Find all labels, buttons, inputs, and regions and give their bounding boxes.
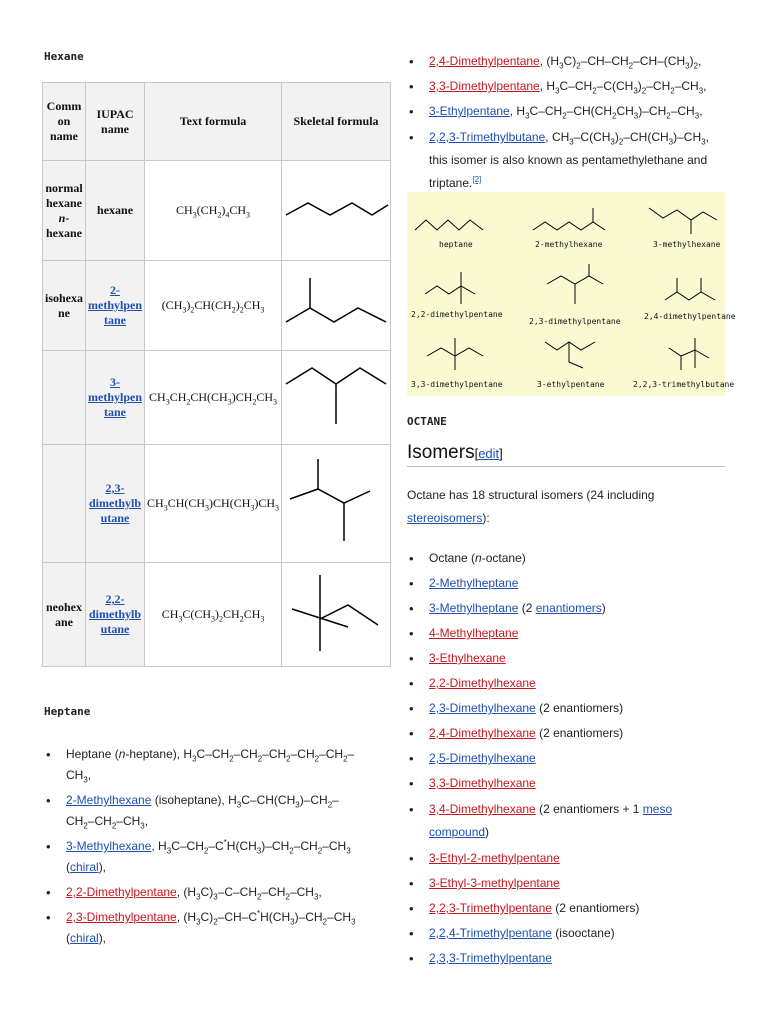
table-row [43,161,391,261]
structure-label: 3-ethylpentane [537,380,605,389]
list-item [405,573,735,594]
skeletal-2-3-dimethylbutane [282,445,391,563]
list-item: • 3-Methylheptane (2 enantiomers) [405,598,735,619]
table-row [43,563,391,667]
octane-isomer-link[interactable]: 4-Methylheptane [429,626,519,640]
structure-label: 2,2,3-trimethylbutane [633,380,735,389]
heptane-isomer-link[interactable]: 2,3-Dimethylpentane [66,910,177,924]
list-item: • 2,3-Dimethylhexane (2 enantiomers) [405,698,735,719]
list-item: • 3,3-Dimethylpentane, $H_3C-CH_2-C(CH_3)_2-CH_2-CH_3$, [405,76,735,97]
octane-isomer-link[interactable]: 3,4-Dimethylhexane [429,802,536,816]
structure-label: 3-methylhexane [653,240,721,249]
list-item: • 2,3-Dimethylpentane, $(H_3C)_2-CH-C^*H(CH_3)-CH_2-CH_3$ (chiral), [42,907,362,949]
list-item: • 2,2,3-Trimethylpentane (2 enantiomers) [405,898,735,919]
structure-label: heptane [439,240,473,249]
reference-link[interactable]: [2] [472,175,482,184]
list-item: • 3-Methylhexane, $H_3C-CH_2-C^*H(CH_3)-CH_2-CH_2-CH_3$ (chiral), [42,836,362,878]
list-item: • Octane (n-octane) [405,548,735,569]
octane-isomer-link[interactable]: 3,3-Dimethylhexane [429,776,536,790]
common-name-cell: normal hexane n- hexane [43,161,86,261]
octane-isomer-link[interactable]: 3-Ethyl-2-methylpentane [429,851,560,865]
heptane-list-continued [405,51,735,195]
iupac-link[interactable]: 2,2-dimethylb utane [89,592,142,636]
formula-cell: $CH_3CH(CH_3)CH(CH_3)CH_3$ [145,445,282,563]
octane-isomer-link[interactable]: 2-Methylheptane [429,576,519,590]
hexane-title: Hexane [44,50,84,63]
meso-compound-link[interactable]: meso compound [429,802,673,839]
edit-link[interactable]: edit [478,446,500,461]
octane-isomer-link[interactable]: 2,4-Dimethylhexane [429,726,536,740]
octane-isomer-link[interactable]: 2,2,4-Trimethylpentane [429,926,552,940]
list-item: • 2,2,4-Trimethylpentane (isooctane) [405,923,735,944]
octane-intro: Octane has 18 structural isomers (24 including stereoisomers): [407,488,655,525]
list-item [405,673,735,694]
heptane-isomer-link[interactable]: 2,2,3-Trimethylbutane [429,130,546,144]
chiral-link[interactable]: chiral [70,931,99,945]
iupac-cell: hexane [86,161,145,261]
octane-isomer-link[interactable]: 3-Ethyl-3-methylpentane [429,876,560,890]
octane-title: OCTANE [407,415,447,428]
skeletal-3-methylpentane [282,351,391,445]
list-item: • 2,4-Dimethylhexane (2 enantiomers) [405,723,735,744]
structure-2-3-dimethylpentane [545,262,615,310]
list-item: • 2,2-Dimethylpentane, $(H_3C)_3-C-CH_2-CH_2-CH_3$, [42,882,362,903]
octane-isomer-link[interactable]: 2,3-Dimethylhexane [429,701,536,715]
header-text-formula: Text formula [145,83,282,161]
heptane-title: Heptane [44,705,91,718]
octane-isomer-link[interactable]: 3-Methylheptane [429,601,519,615]
header-iupac-name: IUPAC name [86,83,145,161]
hexane-table [42,82,391,667]
list-item [405,873,735,894]
structure-label: 2,3-dimethylpentane [529,317,621,326]
structure-3-ethylpentane [543,334,613,374]
octane-isomer-link[interactable]: 2,2-Dimethylhexane [429,676,536,690]
common-name-cell [43,445,86,563]
chiral-link[interactable]: chiral [70,860,99,874]
list-item [405,623,735,644]
structure-label: 3,3-dimethylpentane [411,380,503,389]
list-item: • 2,2,3-Trimethylbutane, $CH_3-C(CH_3)_2-CH(CH_3)-CH_3$, this isomer is also known as pentamethylethane and triptane.[2] [405,126,729,195]
structure-3-methylhexane [647,202,727,236]
list-item: • 3,4-Dimethylhexane (2 enantiomers + 1 meso compound) [405,798,719,844]
list-item [405,948,735,969]
iupac-link[interactable]: 3-methylpen tane [88,375,143,419]
skeletal-2-2-dimethylbutane [282,563,391,667]
structure-3-3-dimethylpentane [425,336,495,376]
structure-label: 2,2-dimethylpentane [411,310,503,319]
structure-heptane [413,214,493,236]
heptane-isomer-link[interactable]: 2,4-Dimethylpentane [429,54,540,68]
isomers-heading: Isomers[edit] [407,442,725,467]
octane-isomer-link[interactable]: 3-Ethylhexane [429,651,506,665]
heptane-isomer-link[interactable]: 2,2-Dimethylpentane [66,885,177,899]
table-row [43,261,391,351]
octane-isomer-link[interactable]: 2,3,3-Trimethylpentane [429,951,552,965]
heptane-list [42,744,362,949]
structure-2-methylhexane [531,204,611,238]
list-item [405,773,735,794]
stereoisomers-link[interactable]: stereoisomers [407,511,483,525]
structure-label: 2-methylhexane [535,240,603,249]
list-item [405,848,735,869]
skeletal-hexane [282,161,391,261]
structure-2-2-3-trimethylbutane [667,338,737,378]
common-name-cell [43,351,86,445]
formula-cell: $(CH_3)_2CH(CH_2)_2CH_3$ [145,261,282,351]
table-row [43,351,391,445]
skeletal-2-methylpentane [282,261,391,351]
common-name-cell: isohexa ne [43,261,86,351]
octane-isomer-list [405,548,735,969]
iupac-link[interactable]: 2,3-dimethylb utane [89,481,142,525]
header-skeletal-formula: Skeletal formula [282,83,391,161]
enantiomers-link[interactable]: enantiomers [535,601,602,615]
list-item [405,648,735,669]
structure-2-4-dimethylpentane [663,272,733,312]
structure-label: 2,4-dimethylpentane [644,312,736,321]
structure-2-2-dimethylpentane [423,268,493,308]
list-item [405,748,735,769]
list-item: • 2-Methylhexane (isoheptane), $H_3C-CH(CH_3)-CH_2-CH_2-CH_2-CH_3$, [42,790,362,832]
list-item: • 2,4-Dimethylpentane, $(H_3C)_2-CH-CH_2-CH-(CH_3)_2$, [405,51,735,72]
heptane-isomer-link[interactable]: 3-Ethylpentane [429,104,510,118]
heptane-isomers-figure [407,192,736,396]
list-item: • Heptane (n-heptane), $H_3C-CH_2-CH_2-CH_2-CH_2-CH_2-CH_3$, [42,744,362,786]
octane-isomer-link[interactable]: 2,5-Dimethylhexane [429,751,536,765]
formula-cell: $CH_3(CH_2)_4CH_3$ [145,161,282,261]
octane-isomer-link[interactable]: 2,2,3-Trimethylpentane [429,901,552,915]
heptane-isomer-link[interactable]: 3,3-Dimethylpentane [429,79,540,93]
table-row [43,445,391,563]
header-common-name: Comm on name [43,83,86,161]
common-name-cell: neohex ane [43,563,86,667]
iupac-link[interactable]: 2-methylpen tane [88,283,143,327]
formula-cell: $CH_3CH_2CH(CH_3)CH_2CH_3$ [145,351,282,445]
formula-cell: $CH_3C(CH_3)_2CH_2CH_3$ [145,563,282,667]
heptane-isomer-link[interactable]: 2-Methylhexane [66,793,152,807]
heptane-isomer-link[interactable]: 3-Methylhexane [66,839,152,853]
list-item: • 3-Ethylpentane, $H_3C-CH_2-CH(CH_2CH_3)-CH_2-CH_3$, [405,101,735,122]
